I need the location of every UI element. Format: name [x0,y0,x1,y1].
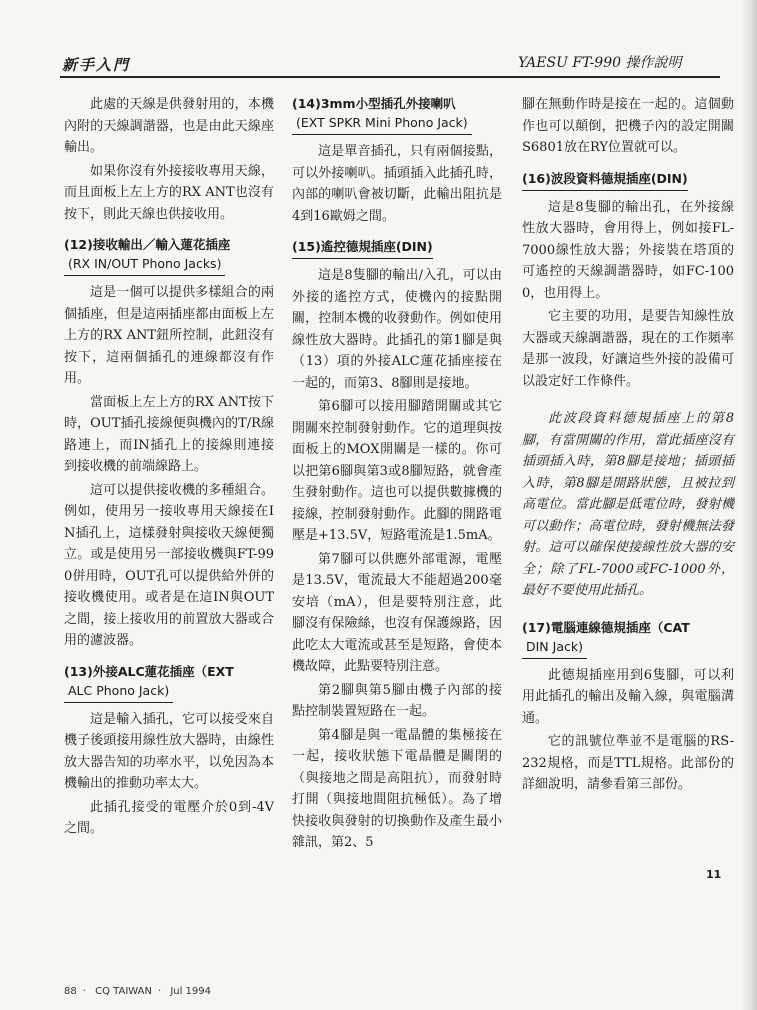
section-12-heading [64,235,274,276]
paragraph: 此處的天線是供發射用的，本機內附的天線調諧器，也是由此天線座輸出。 [64,97,274,155]
note-paragraph: 此波段資料德規插座上的第8腳，有當開關的作用，當此插座沒有插頭插入時，第8腳是接地；插頭插入時，第8腳是開路狀態，且被拉到高電位。當此腳是低電位時，發射機可以動作；高電位時，發射機無法發射。這可以確保使接線性放大器的安全；除了FL-7000或FC-1000外，最好不要使用此插孔。 [522,411,734,598]
manual-title: YAESU FT-990 操作說明 [518,55,682,71]
paragraph: 這是8隻腳的輸出/入孔，可以由外接的遙控方式，使機內的接點開關，控制本機的收發動作。例如使用線性放大器時。此插孔的第1腳是與（13）項的外接ALC蓮花插座接在一起的，而第3、8腳則是接地。 [292,268,502,391]
section-header: 新手入門 [62,56,131,74]
paragraph: 第4腳是與一電晶體的集極接在一起，接收狀態下電晶體是關閉的（與接地之間是高阻抗），而發射時打開（與接地間阻抗極低）。為了增快接收與發射的切換動作及產生最小雜訊，第2、5 [292,727,502,850]
paragraph: 此插孔接受的電壓介於0到-4V之間。 [64,799,274,836]
paragraph: 此德規插座用到6隻腳，可以利用此插孔的輸出及輸入線，與電腦溝通。 [522,667,734,726]
magazine-name: CQ TAIWAN [95,986,152,997]
section-17-subtitle: DIN Jack) [522,637,587,659]
section-13-subtitle: ALC Phono Jack) [64,681,173,703]
header-rule [60,76,720,78]
page-edge-shadow [741,0,757,1010]
paragraph: 如果你沒有外接接收專用天線，而且面板上左上方的RX ANT也沒有按下，則此天線也供接收用。 [64,163,274,222]
section-12-subtitle: (RX IN/OUT Phono Jacks) [64,254,225,276]
section-14-subtitle: (EXT SPKR Mini Phono Jack) [292,113,472,135]
paragraph: 這是單音插孔，只有兩個接點，可以外接喇叭。插頭插入此插孔時，內部的喇叭會被切斷，此輸出阻抗是4到16歐姆之間。 [292,144,502,224]
paragraph: 它主要的功用，是要告知線性放大器或天線調諧器，現在的工作頻率是那一波段，好讓這些外接的設備可以設定好工作條件。 [522,309,734,389]
paragraph: 這是8隻腳的輸出孔，在外接線性放大器時，會用得上，例如接FL-7000線性放大器；外接裝在塔頂的可遙控的天線調諧器時，如FC-1000，也用得上。 [522,199,734,301]
paragraph: 它的訊號位準並不是電腦的RS-232規格，而是TTL規格。此部份的詳細說明，請參看第三部份。 [522,734,734,792]
section-15-title: (15)遙控德規插座(DIN) [292,237,433,259]
paragraph: 腳在無動作時是接在一起的。這個動作也可以顛倒，把機子內的設定開關S6801放在RY位置就可以。 [522,97,734,155]
section-13-title: (13)外接ALC蓮花插座（EXT [64,663,234,679]
paragraph: 這是一個可以提供多樣組合的兩個插座，但是這兩插座都由面板上左上方的RX ANT鈕所控制，此鈕沒有按下，這兩個插孔的連線都沒有作用。 [64,285,274,386]
section-17-title: (17)電腦連線德規插座（CAT [522,619,690,635]
paragraph: 這可以提供接收機的多種組合。例如，使用另一接收專用天線接在IN插孔上，這樣發射與接收天線便獨立。或是使用另一部接收機與FT-990併用時，OUT孔可以提供給外併的接收機使用。或者是在這IN與OUT之間，接上接收用的前置放大器或合用的濾波器。 [64,482,274,648]
section-17-heading [522,618,734,659]
section-12-title: (12)接收輸出／輸入蓮花插座 [64,237,231,252]
section-14-heading [292,94,502,135]
paragraph: 第6腳可以接用腳踏開關或其它開關來控制發射動作。它的道理與按面板上的MOX開關是一樣的。你可以把第6腳與第3或8腳短路，就會產生發射動作。這也可以提供數據機的接線，控制發射動作。此腳的開路電壓是+13.5V，短路電流是1.5mA。 [292,399,502,543]
paragraph: 第2腳與第5腳由機子內部的接點控制裝置短路在一起。 [292,682,502,719]
column-3 [522,94,734,798]
column-1 [64,94,274,842]
issue-date: Jul 1994 [170,986,212,997]
section-15-heading [292,237,502,259]
column-2 [292,94,502,856]
section-13-heading [64,662,274,703]
paragraph: 當面板上左上方的RX ANT按下時，OUT插孔接線便與機內的T/R線路連上，而IN插孔上的接線則連接到接收機的前端線路上。 [64,394,274,474]
section-16-title: (16)波段資料德規插座(DIN) [522,169,688,191]
section-16-heading [522,169,734,191]
page-number: 88 [64,986,77,997]
margin-mark: 11 [706,868,722,881]
paragraph: 這是輸入插孔，它可以接受來自機子後頭接用線性放大器時，由線性放大器告知的功率水平，以免因為本機輸出的推動功率太大。 [64,711,274,791]
section-14-title: (14)3mm小型插孔外接喇叭 [292,96,456,111]
paragraph: 第7腳可以供應外部電源，電壓是13.5V，電流最大不能超過200毫安培（mA），但是要特別注意，此腳沒有保險絲，也沒有保護線路，因此吃太大電流或甚至是短路，會使本機故障，此點要特別注意。 [292,551,502,674]
page-footer: 88 · CQ TAIWAN · Jul 1994 [64,986,212,997]
